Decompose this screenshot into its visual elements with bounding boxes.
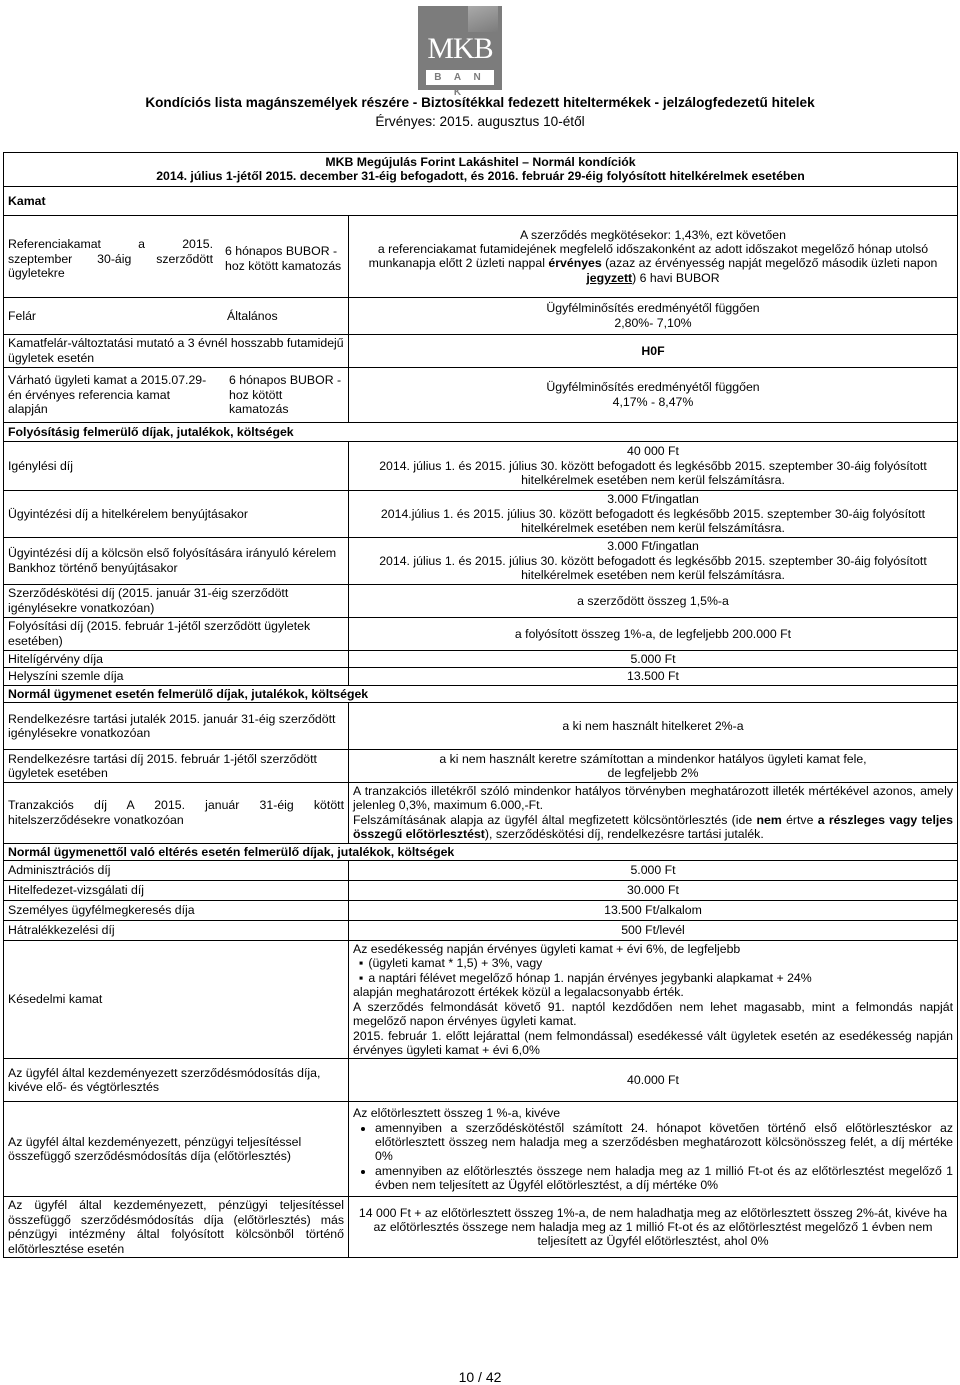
transaction-fee-row bbox=[4, 783, 958, 844]
admin-fee-first-label: Ügyintézési díj a kölcsön első folyósítására irányuló kérelem Bankhoz történő benyújtásakor bbox=[4, 537, 349, 584]
availability-fee-row bbox=[4, 750, 958, 783]
disbursement-fee-row bbox=[4, 617, 958, 650]
refinance-fee-label: Az ügyfél által kezdeményezett, pénzügyi teljesítéssel összefüggő szerződésmódosítás díja (előtörlesztés) más pénzügyi intézmény által folyósított kölcsönből történő előtörlesztése esetén bbox=[4, 1197, 349, 1258]
document-title: Kondíciós lista magánszemélyek részére - Biztosítékkal fedezett hiteltermékek - jelzálogfedezetű hitelek bbox=[145, 95, 815, 110]
contract-fee-row bbox=[4, 584, 958, 617]
disbursement-fee-value: a folyósított összeg 1%-a, de legfeljebb 200.000 Ft bbox=[349, 617, 958, 650]
availability-commission-value: a ki nem használt hitelkeret 2%-a bbox=[349, 703, 958, 750]
admin-fee-submit-value: 3.000 Ft/ingatlan 2014.július 1. és 2015. július 30. között befogadott és legkésőbb 2015. szeptember 30-áig folyósított hitelkérelmek esetében nem kerül felszámításra. bbox=[349, 490, 958, 537]
collateral-fee-label: Hitelfedezet-vizsgálati díj bbox=[4, 881, 349, 901]
prepayment-fee-row bbox=[4, 1102, 958, 1197]
deviation-fees-section-row bbox=[4, 843, 958, 860]
arrears-fee-label: Hátralékkezelési díj bbox=[4, 921, 349, 941]
product-name: MKB Megújulás Forint Lakáshitel – Normál kondíciók bbox=[325, 155, 636, 169]
margin-row bbox=[4, 297, 958, 334]
margin-label: Felár bbox=[8, 308, 37, 323]
expected-rate-type: 6 hónapos BUBOR -hoz kötött kamatozás bbox=[229, 373, 342, 417]
application-fee-label: Igénylési díj bbox=[4, 441, 349, 490]
late-interest-value: Az esedékesség napján érvényes ügyleti kamat + évi 6%, de legfeljebb ▪ (ügyleti kamat * 1,5) + 3%, vagy ▪ a naptári félévet megelőző hónap 1. napján érvényes jegybanki alapkamat + 24% alapján meghatározott értékek közül a legalacsonyabb érték. A szerződés felmondását követő 91. naptól kezdődően nem lehet magasabb, mint a felmondás napját megelőző napon érvényes ügyleti kamat. 2015. február 1. előtt lejárattal (nem felmondással) esedékessé vált ügyletek esetén az esedékesség napján érvényes ügyleti kamat + évi 6,0% bbox=[349, 941, 958, 1059]
availability-fee-label: Rendelkezésre tartási díj 2015. február 1-jétől szerződött ügyletek esetében bbox=[4, 750, 349, 783]
admin-fee-label: Adminisztrációs díj bbox=[4, 861, 349, 881]
admin-fee-submit-row bbox=[4, 490, 958, 537]
late-interest-row bbox=[4, 941, 958, 1059]
prepayment-exception: • amennyiben a szerződéskötéstől számított 24. hónapot követően történő első előtörlesztéskor az előtörlesztett összeg nem haladja meg a szerződésben meghatározott kölcsönösszeg felét, a díj mértéke 0% bbox=[375, 1121, 953, 1164]
disbursement-fee-label: Folyósítási díj (2015. február 1-jétől szerződött ügyletek esetében) bbox=[4, 617, 349, 650]
prepayment-fee-label: Az ügyfél által kezdeményezett, pénzügyi teljesítéssel összefüggő szerződésmódosítás díja (előtörlesztés) bbox=[4, 1102, 349, 1197]
modification-fee-value: 40.000 Ft bbox=[349, 1059, 958, 1102]
admin-fee-submit-label: Ügyintézési díj a hitelkérelem benyújtásakor bbox=[4, 490, 349, 537]
late-interest-option: ▪ a naptári félévet megelőző hónap 1. napján érvényes jegybanki alapkamat + 24% bbox=[359, 971, 953, 985]
interest-section-row bbox=[4, 186, 958, 215]
reference-rate-row bbox=[4, 215, 958, 297]
expected-rate-label: Várható ügyleti kamat a 2015.07.29-én érvényes referencia kamat alapján bbox=[8, 373, 207, 417]
product-period: 2014. július 1-jétől 2015. december 31-éig befogadott, és 2016. február 29-éig folyósított hitelkérelmek esetében bbox=[156, 169, 805, 184]
collateral-fee-row bbox=[4, 881, 958, 901]
logo-bank-label: B A N K bbox=[426, 70, 494, 85]
search-fee-label: Személyes ügyfélmegkeresés díja bbox=[4, 901, 349, 921]
search-fee-row bbox=[4, 901, 958, 921]
availability-commission-label: Rendelkezésre tartási jutalék 2015. január 31-éig szerződött igénylésekre vonatkozóan bbox=[4, 703, 349, 750]
transaction-fee-value: A tranzakciós illetékről szóló mindenkor hatályos törvényben meghatározott illeték mértékével azonos, amely jelenleg 0,3%, maximum 6.000,-Ft. Felszámításának alapja az ügyfél által megfizetett kölcsöntörlesztés (ide nem értve a részleges vagy teljes összegű előtörlesztést), szerződéskötési díj, rendelkezésre tartási jutalék. bbox=[349, 783, 958, 844]
logo-mark: MKB bbox=[427, 32, 493, 65]
indicator-value: H0F bbox=[349, 334, 958, 367]
admin-fee-first-value: 3.000 Ft/ingatlan 2014. július 1. és 2015. július 30. között befogadott és legkésőbb 2015. szeptember 30-áig folyósított hitelkérelmek esetében nem kerül felszámításra. bbox=[349, 537, 958, 584]
arrears-fee-row bbox=[4, 921, 958, 941]
admin-fee-row bbox=[4, 861, 958, 881]
reference-rate-label: Referenciakamat a 2015. szeptember 30-áig szerződött ügyletekre bbox=[8, 237, 213, 281]
refinance-fee-row bbox=[4, 1197, 958, 1258]
interest-section-title: Kamat bbox=[4, 186, 958, 215]
site-visit-fee-label: Helyszíni szemle díja bbox=[4, 668, 349, 685]
site-visit-fee-row bbox=[4, 668, 958, 685]
reference-rate-value: A szerződés megkötésekor: 1,43%, ezt követően a referenciakamat futamidejének megfelelő időszakonként az adott időszakot megelőző hónap utolsó munkanapja előtt 2 üzleti nappal érvényes (azaz az érvényesség napját megelőző második üzleti napon jegyzett) 6 havi BUBOR bbox=[349, 215, 958, 297]
logo-shine bbox=[468, 6, 498, 32]
admin-fee-value: 5.000 Ft bbox=[349, 861, 958, 881]
prepayment-fee-value: Az előtörlesztett összeg 1 %-a, kivéve • amennyiben a szerződéskötéstől számított 24. hónapot követően történő első előtörlesztéskor az előtörlesztett összeg nem haladja meg a szerződésben meghatározott kölcsönösszeg felét, a díj mértéke 0% • amennyiben az előtörlesztés összege nem haladja meg az 1 millió Ft-ot és az előtörlesztést megelőző 1 évben nem teljesített az Ügyfél előtörlesztést, a díj mértéke 0% bbox=[349, 1102, 958, 1197]
refinance-fee-value: 14 000 Ft + az előtörlesztett összeg 1%-a, de nem haladhatja meg az előtörlesztett összeg 2%-át, kivéve ha az előtörlesztés összege nem haladja meg az 1 millió Ft-ot és az előtörlesztést megelőző 1 évben nem teljesített az Ügyfél előtörlesztést, ahol 0% bbox=[349, 1197, 958, 1258]
reference-rate-type: 6 hónapos BUBOR -hoz kötött kamatozás bbox=[225, 244, 342, 273]
disbursement-fees-section-row bbox=[4, 422, 958, 441]
product-header-row bbox=[4, 153, 958, 187]
promise-fee-label: Hitelígérvény díja bbox=[4, 650, 349, 667]
application-fee-row bbox=[4, 441, 958, 490]
margin-value: Ügyfélminősítés eredményétől függően 2,80%- 7,10% bbox=[349, 297, 958, 334]
expected-rate-value: Ügyfélminősítés eredményétől függően 4,17% - 8,47% bbox=[349, 367, 958, 422]
late-interest-label: Késedelmi kamat bbox=[4, 941, 349, 1059]
late-interest-option: ▪ (ügyleti kamat * 1,5) + 3%, vagy bbox=[359, 956, 953, 970]
contract-fee-value: a szerződött összeg 1,5%-a bbox=[349, 584, 958, 617]
validity-date: Érvényes: 2015. augusztus 10-étől bbox=[375, 114, 585, 129]
contract-fee-label: Szerződéskötési díj (2015. január 31-éig szerződött igénylésekre vonatkozóan) bbox=[4, 584, 349, 617]
normal-fees-title: Normál ügymenet esetén felmerülő díjak, jutalékok, költségek bbox=[4, 685, 958, 702]
normal-fees-section-row bbox=[4, 685, 958, 702]
modification-fee-label: Az ügyfél által kezdeményezett szerződésmódosítás díja, kivéve elő- és végtörlesztés bbox=[4, 1059, 349, 1102]
indicator-row bbox=[4, 334, 958, 367]
promise-fee-row bbox=[4, 650, 958, 667]
prepayment-exception: • amennyiben az előtörlesztés összege nem haladja meg az 1 millió Ft-ot és az előtörlesztést megelőző 1 évben nem teljesített az Ügyfél előtörlesztést, a díj mértéke 0% bbox=[375, 1164, 953, 1193]
modification-fee-row bbox=[4, 1059, 958, 1102]
site-visit-fee-value: 13.500 Ft bbox=[349, 668, 958, 685]
admin-fee-first-row bbox=[4, 537, 958, 584]
margin-type: Általános bbox=[227, 308, 278, 323]
arrears-fee-value: 500 Ft/levél bbox=[349, 921, 958, 941]
collateral-fee-value: 30.000 Ft bbox=[349, 881, 958, 901]
deviation-fees-title: Normál ügymenettől való eltérés esetén felmerülő díjak, jutalékok, költségek bbox=[4, 843, 958, 860]
page-number: 10 / 42 bbox=[458, 1369, 502, 1385]
promise-fee-value: 5.000 Ft bbox=[349, 650, 958, 667]
search-fee-value: 13.500 Ft/alkalom bbox=[349, 901, 958, 921]
expected-rate-row bbox=[4, 367, 958, 422]
disbursement-fees-title: Folyósításig felmerülő díjak, jutalékok, költségek bbox=[4, 422, 958, 441]
mkb-bank-logo bbox=[418, 6, 502, 98]
application-fee-value: 40 000 Ft 2014. július 1. és 2015. július 30. között befogadott és legkésőbb 2015. szeptember 30-áig folyósított hitelkérelmek esetében nem kerül felszámításra. bbox=[349, 441, 958, 490]
availability-fee-value: a ki nem használt keretre számítottan a mindenkor hatályos ügyleti kamat fele, de legfeljebb 2% bbox=[349, 750, 958, 783]
conditions-table bbox=[3, 152, 958, 1258]
availability-commission-row bbox=[4, 703, 958, 750]
indicator-label: Kamatfelár-változtatási mutató a 3 évnél hosszabb futamidejű ügyletek esetén bbox=[4, 334, 349, 367]
transaction-fee-label: Tranzakciós díj A 2015. január 31-éig kötött hitelszerződésekre vonatkozóan bbox=[4, 783, 349, 844]
